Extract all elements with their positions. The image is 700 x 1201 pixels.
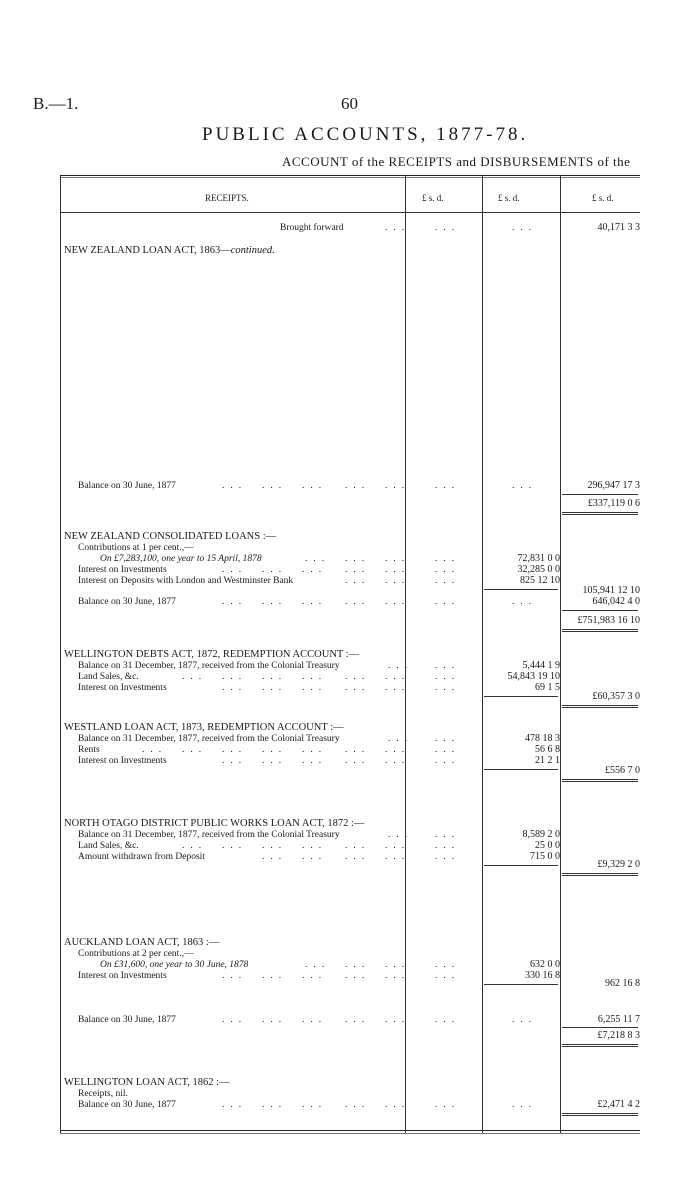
dots: ... — [305, 554, 331, 564]
brought-forward-total: 40,171 3 3 — [597, 222, 640, 233]
dots: ... — [388, 734, 414, 744]
dots: ... — [512, 597, 538, 607]
dots: ... — [222, 745, 248, 755]
dots: ... — [385, 481, 411, 491]
line-label: Balance on 31 December, 1877, received from the Colonial Treasury — [78, 830, 340, 840]
dots: ... — [302, 1015, 328, 1025]
section-total: £751,983 16 10 — [577, 615, 640, 626]
line-value: 715 0 0 — [530, 851, 560, 862]
line-value: 478 18 3 — [525, 733, 560, 744]
line-label: Interest on Deposits with London and Westminster Bank — [78, 576, 294, 586]
dots: ... — [435, 756, 461, 766]
dots: ... — [182, 841, 208, 851]
total-rule — [562, 1046, 638, 1047]
dots: ... — [385, 554, 411, 564]
dots: ... — [302, 481, 328, 491]
dots: ... — [345, 971, 371, 981]
dots: ... — [435, 683, 461, 693]
dots: ... — [385, 672, 411, 682]
dots: ... — [222, 481, 248, 491]
total-rule — [562, 1115, 638, 1116]
dots: ... — [435, 1015, 461, 1025]
total-rule — [562, 705, 638, 706]
column-header-lsd: £ s. d. — [592, 193, 614, 203]
dots: ... — [512, 1100, 538, 1110]
dots: ... — [435, 830, 461, 840]
total-rule — [562, 781, 638, 782]
dots: ... — [435, 481, 461, 491]
subtotal-value: 105,941 12 10 — [582, 585, 640, 596]
dots: ... — [385, 971, 411, 981]
section-total: £2,471 4 2 — [597, 1099, 640, 1110]
balance-value: 646,042 4 0 — [592, 596, 640, 607]
dots: ... — [345, 481, 371, 491]
dots: ... — [512, 223, 538, 233]
page-title: PUBLIC ACCOUNTS, 1877-78. — [202, 124, 529, 145]
subtotal-value: 962 16 8 — [605, 978, 640, 989]
section-title: WESTLAND LOAN ACT, 1873, REDEMPTION ACCOUNT :— — [64, 722, 344, 733]
dots: ... — [345, 683, 371, 693]
line-label: Interest on Investments — [78, 971, 167, 981]
page-number: 60 — [341, 94, 358, 113]
column-header-lsd: £ s. d. — [498, 193, 520, 203]
dots: ... — [305, 960, 331, 970]
sum-rule — [484, 984, 558, 985]
dots: ... — [345, 1100, 371, 1110]
dots: ... — [345, 565, 371, 575]
dots: ... — [222, 565, 248, 575]
brought-forward-label: Brought forward — [280, 223, 344, 233]
total-rule — [562, 512, 638, 513]
dots: ... — [302, 971, 328, 981]
dots: ... — [262, 683, 288, 693]
section-title: AUCKLAND LOAN ACT, 1863 :— — [64, 937, 220, 948]
line-label: Balance on 31 December, 1877, received from the Colonial Treasury — [78, 734, 340, 744]
dots: ... — [222, 1015, 248, 1025]
line-label: Interest on Investments — [78, 683, 167, 693]
sum-rule — [484, 696, 558, 697]
total-rule — [562, 779, 638, 780]
line-value: 32,285 0 0 — [517, 564, 560, 575]
section-title: NEW ZEALAND CONSOLIDATED LOANS :— — [64, 531, 277, 542]
dots: ... — [222, 672, 248, 682]
total-rule — [562, 631, 638, 632]
dots: ... — [302, 841, 328, 851]
line-value: 25 0 0 — [535, 840, 560, 851]
dots: ... — [385, 852, 411, 862]
line-value: 8,589 2 0 — [522, 829, 560, 840]
balance-label: Balance on 30 June, 1877 — [78, 597, 176, 607]
dots: ... — [385, 745, 411, 755]
dots: ... — [435, 960, 461, 970]
table-bottom-rule — [60, 1130, 640, 1131]
dots: ... — [435, 661, 461, 671]
sum-rule — [484, 769, 558, 770]
dots: ... — [345, 554, 371, 564]
column-divider — [405, 176, 406, 1133]
dots: ... — [385, 683, 411, 693]
dots: ... — [222, 597, 248, 607]
balance-value: 296,947 17 3 — [587, 480, 640, 491]
dots: ... — [345, 597, 371, 607]
dots: ... — [262, 745, 288, 755]
dots: ... — [302, 745, 328, 755]
total-rule — [562, 875, 638, 876]
dots: ... — [435, 565, 461, 575]
dots: ... — [435, 672, 461, 682]
sum-rule — [562, 610, 638, 611]
receipts-header: RECEIPTS. — [205, 193, 249, 203]
document-code: B.—1. — [33, 94, 79, 113]
line-label: Contributions at 2 per cent.,— — [78, 949, 194, 959]
dots: ... — [435, 597, 461, 607]
dots: ... — [182, 672, 208, 682]
dots: ... — [385, 841, 411, 851]
line-label: Interest on Investments — [78, 756, 167, 766]
dots: ... — [435, 223, 461, 233]
line-value: 21 2 1 — [535, 755, 560, 766]
line-value: 825 12 10 — [520, 575, 560, 586]
balance-label: Balance on 30 June, 1877 — [78, 481, 176, 491]
sum-rule — [562, 494, 638, 495]
total-rule — [562, 873, 638, 874]
dots: ... — [262, 756, 288, 766]
section-total: £337,119 0 6 — [587, 498, 640, 509]
line-label: Land Sales, &c. — [78, 841, 139, 851]
dots: ... — [385, 960, 411, 970]
header-rule — [60, 212, 640, 213]
dots: ... — [345, 672, 371, 682]
total-rule — [562, 707, 638, 708]
line-value: 54,843 19 10 — [507, 671, 560, 682]
table-top-rule-inner — [60, 177, 640, 178]
line-label: Interest on Investments — [78, 565, 167, 575]
section-title: NORTH OTAGO DISTRICT PUBLIC WORKS LOAN ACT, 1872 :— — [64, 818, 365, 829]
dots: ... — [385, 1100, 411, 1110]
dots: ... — [222, 683, 248, 693]
dots: ... — [388, 830, 414, 840]
dots: ... — [302, 852, 328, 862]
dots: ... — [435, 734, 461, 744]
dots: ... — [385, 565, 411, 575]
line-label: Rents — [78, 745, 100, 755]
table-bottom-rule-inner — [60, 1133, 640, 1134]
line-value: 330 16 8 — [525, 970, 560, 981]
total-rule — [562, 629, 638, 630]
column-divider — [482, 176, 483, 1133]
dots: ... — [345, 960, 371, 970]
dots: ... — [262, 1015, 288, 1025]
dots: ... — [385, 223, 411, 233]
dots: ... — [435, 841, 461, 851]
section-total: £60,357 3 0 — [592, 691, 640, 702]
line-label: On £7,283,100, one year to 15 April, 1878 — [100, 554, 262, 564]
line-label: On £31,600, one year to 30 June, 1878 — [100, 960, 249, 970]
line-label: Amount withdrawn from Deposit — [78, 852, 205, 862]
table-left-border — [60, 176, 61, 1133]
dots: ... — [435, 1100, 461, 1110]
dots: ... — [345, 852, 371, 862]
dots: ... — [262, 841, 288, 851]
dots: ... — [345, 576, 371, 586]
dots: ... — [435, 745, 461, 755]
line-value: 56 6 8 — [535, 744, 560, 755]
sum-rule — [484, 865, 558, 866]
section-title: WELLINGTON LOAN ACT, 1862 :— — [64, 1077, 230, 1088]
dots: ... — [222, 971, 248, 981]
line-label: Receipts, nil. — [78, 1089, 128, 1099]
dots: ... — [512, 481, 538, 491]
dots: ... — [182, 745, 208, 755]
dots: ... — [302, 597, 328, 607]
dots: ... — [435, 971, 461, 981]
dots: ... — [302, 683, 328, 693]
section-title: WELLINGTON DEBTS ACT, 1872, REDEMPTION ACCOUNT :— — [64, 649, 360, 660]
section-title-continued: continued. — [230, 245, 275, 256]
dots: ... — [345, 756, 371, 766]
dots: ... — [262, 971, 288, 981]
dots: ... — [435, 554, 461, 564]
total-rule — [562, 1113, 638, 1114]
section-total: £556 7 0 — [605, 765, 640, 776]
dots: ... — [302, 565, 328, 575]
line-label: Land Sales, &c. — [78, 672, 139, 682]
sum-rule — [562, 1027, 638, 1028]
dots: ... — [345, 1015, 371, 1025]
dots: ... — [345, 841, 371, 851]
balance-label: Balance on 30 June, 1877 — [78, 1015, 176, 1025]
dots: ... — [385, 576, 411, 586]
dots: ... — [222, 841, 248, 851]
dots: ... — [262, 481, 288, 491]
dots: ... — [222, 1100, 248, 1110]
balance-label: Balance on 30 June, 1877 — [78, 1100, 176, 1110]
dots: ... — [142, 745, 168, 755]
section-title-text: NEW ZEALAND LOAN ACT, 1863— — [64, 245, 231, 256]
balance-value: 6,255 11 7 — [597, 1014, 640, 1025]
column-header-lsd: £ s. d. — [422, 193, 444, 203]
dots: ... — [262, 565, 288, 575]
line-label: Contributions at 1 per cent.,— — [78, 543, 194, 553]
section-total: £7,218 8 3 — [597, 1030, 640, 1041]
dots: ... — [435, 852, 461, 862]
line-value: 69 1 5 — [535, 682, 560, 693]
line-value: 632 0 0 — [530, 959, 560, 970]
sum-rule — [484, 589, 558, 590]
dots: ... — [385, 597, 411, 607]
dots: ... — [222, 756, 248, 766]
dots: ... — [302, 1100, 328, 1110]
dots: ... — [345, 745, 371, 755]
line-label: Balance on 31 December, 1877, received from the Colonial Treasury — [78, 661, 340, 671]
line-value: 72,831 0 0 — [517, 553, 560, 564]
dots: ... — [388, 661, 414, 671]
line-value: 5,444 1 9 — [522, 660, 560, 671]
section-title — [64, 245, 275, 256]
dots: ... — [262, 672, 288, 682]
dots: ... — [302, 756, 328, 766]
dots: ... — [262, 1100, 288, 1110]
dots: ... — [512, 1015, 538, 1025]
total-rule — [562, 514, 638, 515]
dots: ... — [302, 672, 328, 682]
dots: ... — [385, 756, 411, 766]
section-total: £9,329 2 0 — [597, 859, 640, 870]
dots: ... — [385, 1015, 411, 1025]
dots: ... — [262, 852, 288, 862]
dots: ... — [435, 576, 461, 586]
page-subtitle: ACCOUNT of the RECEIPTS and DISBURSEMENTS of the — [282, 154, 631, 169]
dots: ... — [262, 597, 288, 607]
table-top-rule — [60, 175, 640, 176]
total-rule — [562, 1044, 638, 1045]
column-divider — [560, 176, 561, 1133]
